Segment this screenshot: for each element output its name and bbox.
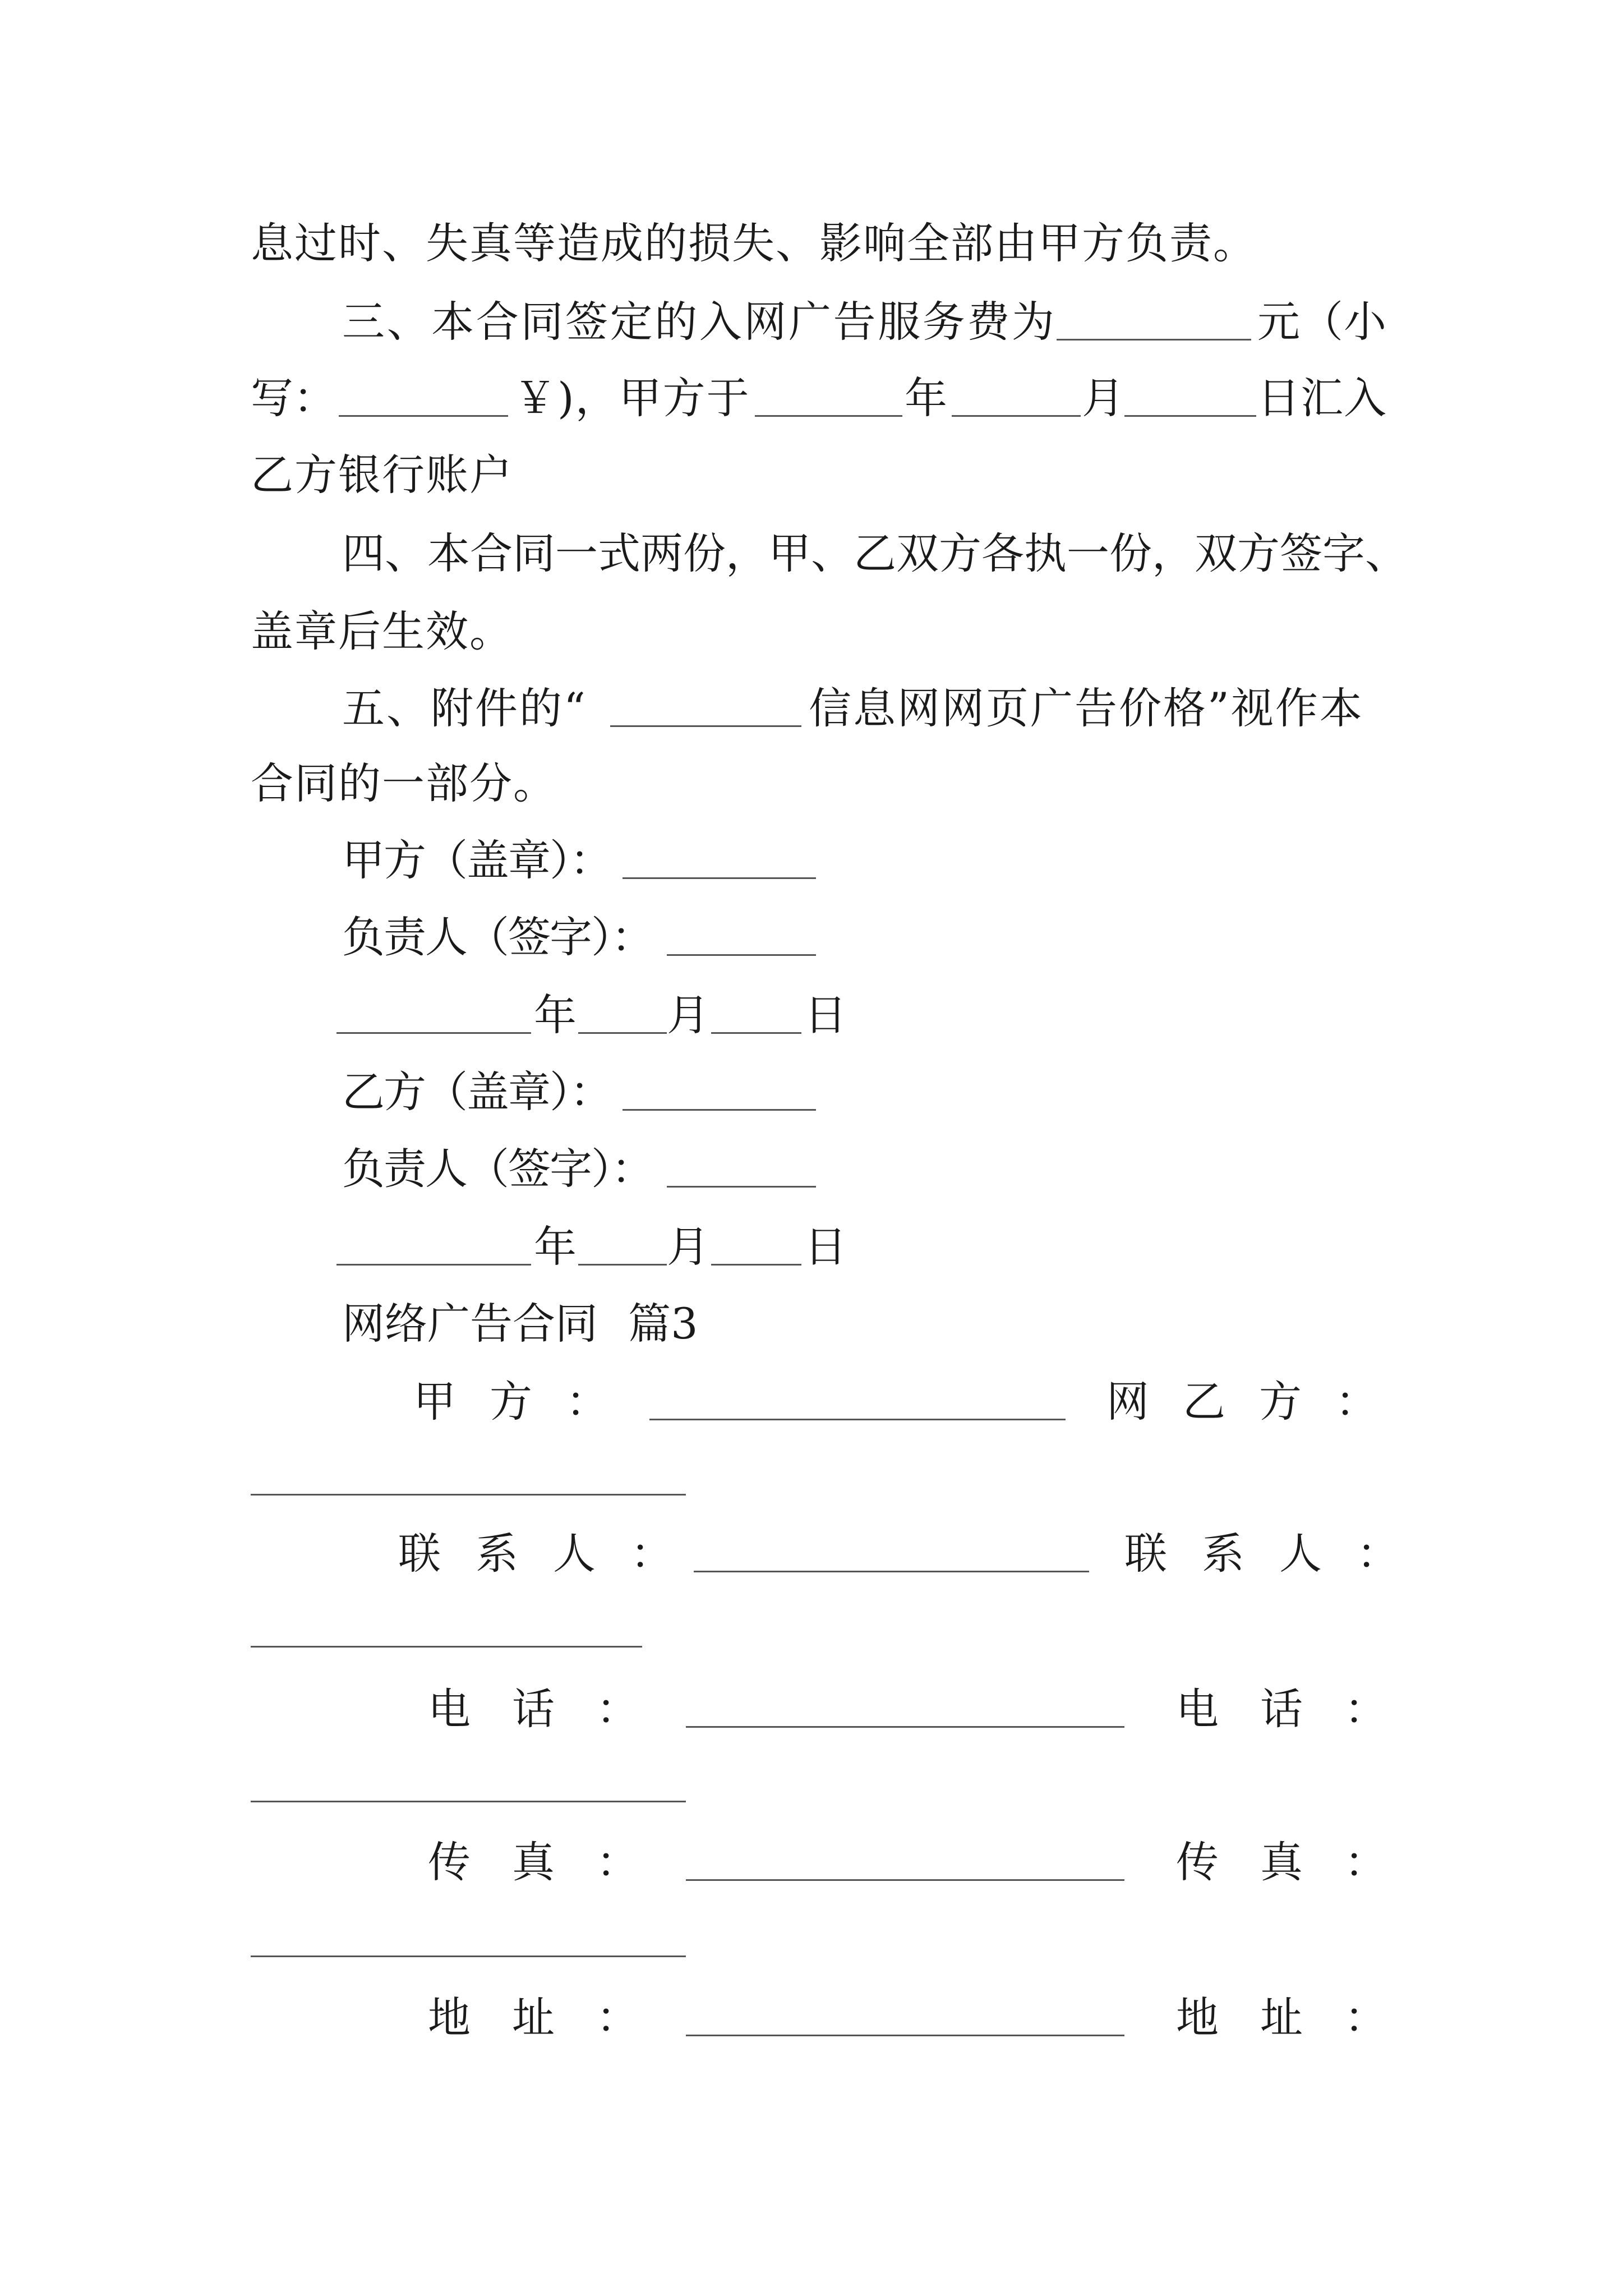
party-a-day-blank [711,1032,801,1034]
party-b-year-label: 年 [534,1222,577,1272]
continuation-line: 息过时、失真等造成的损失、影响全部由甲方负责。 [251,218,1257,268]
party-a-year-label: 年 [534,990,577,1040]
fee-lowercase-blank [339,415,508,417]
party-a-phone-blank [686,1726,1124,1728]
party-a-seal-blank [623,877,816,879]
party-a-signer-label: 负责人（签字）： [342,912,653,962]
party-b-fax-label: 传真： [1176,1837,1428,1887]
party-a-seal-label: 甲方（盖章）： [342,835,611,885]
party-b-day-label: 日 [804,1222,847,1272]
clause-4-line-2: 盖章后生效。 [251,606,513,656]
party-b-fax-blank [251,1955,686,1957]
party-b-contact-blank [251,1646,642,1648]
party-a-month-label: 月 [667,990,709,1040]
party-b-signer-blank [667,1186,816,1188]
attachment-name-blank [610,725,801,727]
payment-day-blank [1124,415,1256,417]
party-b-address-label: 地址： [1176,1993,1428,2042]
section-title: 网络广告合同 篇3 [342,1299,698,1349]
party-b-phone-label: 电话： [1176,1684,1428,1734]
party-a-month-blank [578,1032,667,1034]
clause-5-attachment-suffix: 信息网网页广告价格”视作本 [809,683,1364,733]
clause-4-line-1: 四、本合同一式两份，甲、乙双方各执一份，双方签字、 [342,528,1408,578]
party-a-name-blank [649,1419,1066,1420]
party-a-phone-label: 电话： [428,1684,680,1734]
clause-3-unit-text: 元（小 [1257,297,1387,347]
party-a-address-label: 地址： [428,1993,680,2042]
clause-3-lowercase-label: 写： [251,373,336,423]
party-a-name-label: 甲方： [413,1377,642,1427]
clause-3-remit-text: 日汇入 [1257,373,1387,423]
party-a-address-blank [686,2035,1124,2036]
party-b-contact-label: 联系人： [1124,1529,1434,1579]
fee-amount-blank [1057,339,1251,341]
clause-3-payment-text: ￥)，甲方于 [514,373,750,423]
party-a-fax-blank [686,1879,1124,1881]
party-b-signer-label: 负责人（签字）： [342,1144,653,1194]
party-b-seal-label: 乙方（盖章）： [342,1067,611,1117]
clause-5-attachment-prefix: 五、附件的“ [342,683,587,733]
party-a-year-blank [336,1032,531,1034]
clause-3-fee-text: 三、本合同签定的入网广告服务费为 [342,297,1057,347]
party-b-year-blank [336,1264,531,1266]
party-a-contact-label: 联系人： [398,1529,708,1579]
payment-year-blank [755,415,902,417]
party-a-fax-label: 传真： [428,1837,680,1887]
party-a-signer-blank [667,954,816,956]
party-a-contact-blank [694,1571,1089,1572]
party-b-name-blank [251,1494,686,1496]
party-b-seal-blank [623,1109,816,1111]
party-a-day-label: 日 [804,990,847,1040]
clause-5-line-2: 合同的一部分。 [251,758,557,808]
party-b-name-label: 网乙方： [1106,1377,1412,1427]
party-b-month-label: 月 [667,1222,709,1272]
clause-3-month-label: 月 [1082,373,1124,423]
party-b-phone-blank [251,1801,686,1802]
payment-month-blank [952,415,1081,417]
clause-3-account-text: 乙方银行账户 [251,450,513,500]
party-b-month-blank [578,1264,667,1266]
party-b-day-blank [711,1264,801,1266]
clause-3-year-label: 年 [905,373,947,423]
